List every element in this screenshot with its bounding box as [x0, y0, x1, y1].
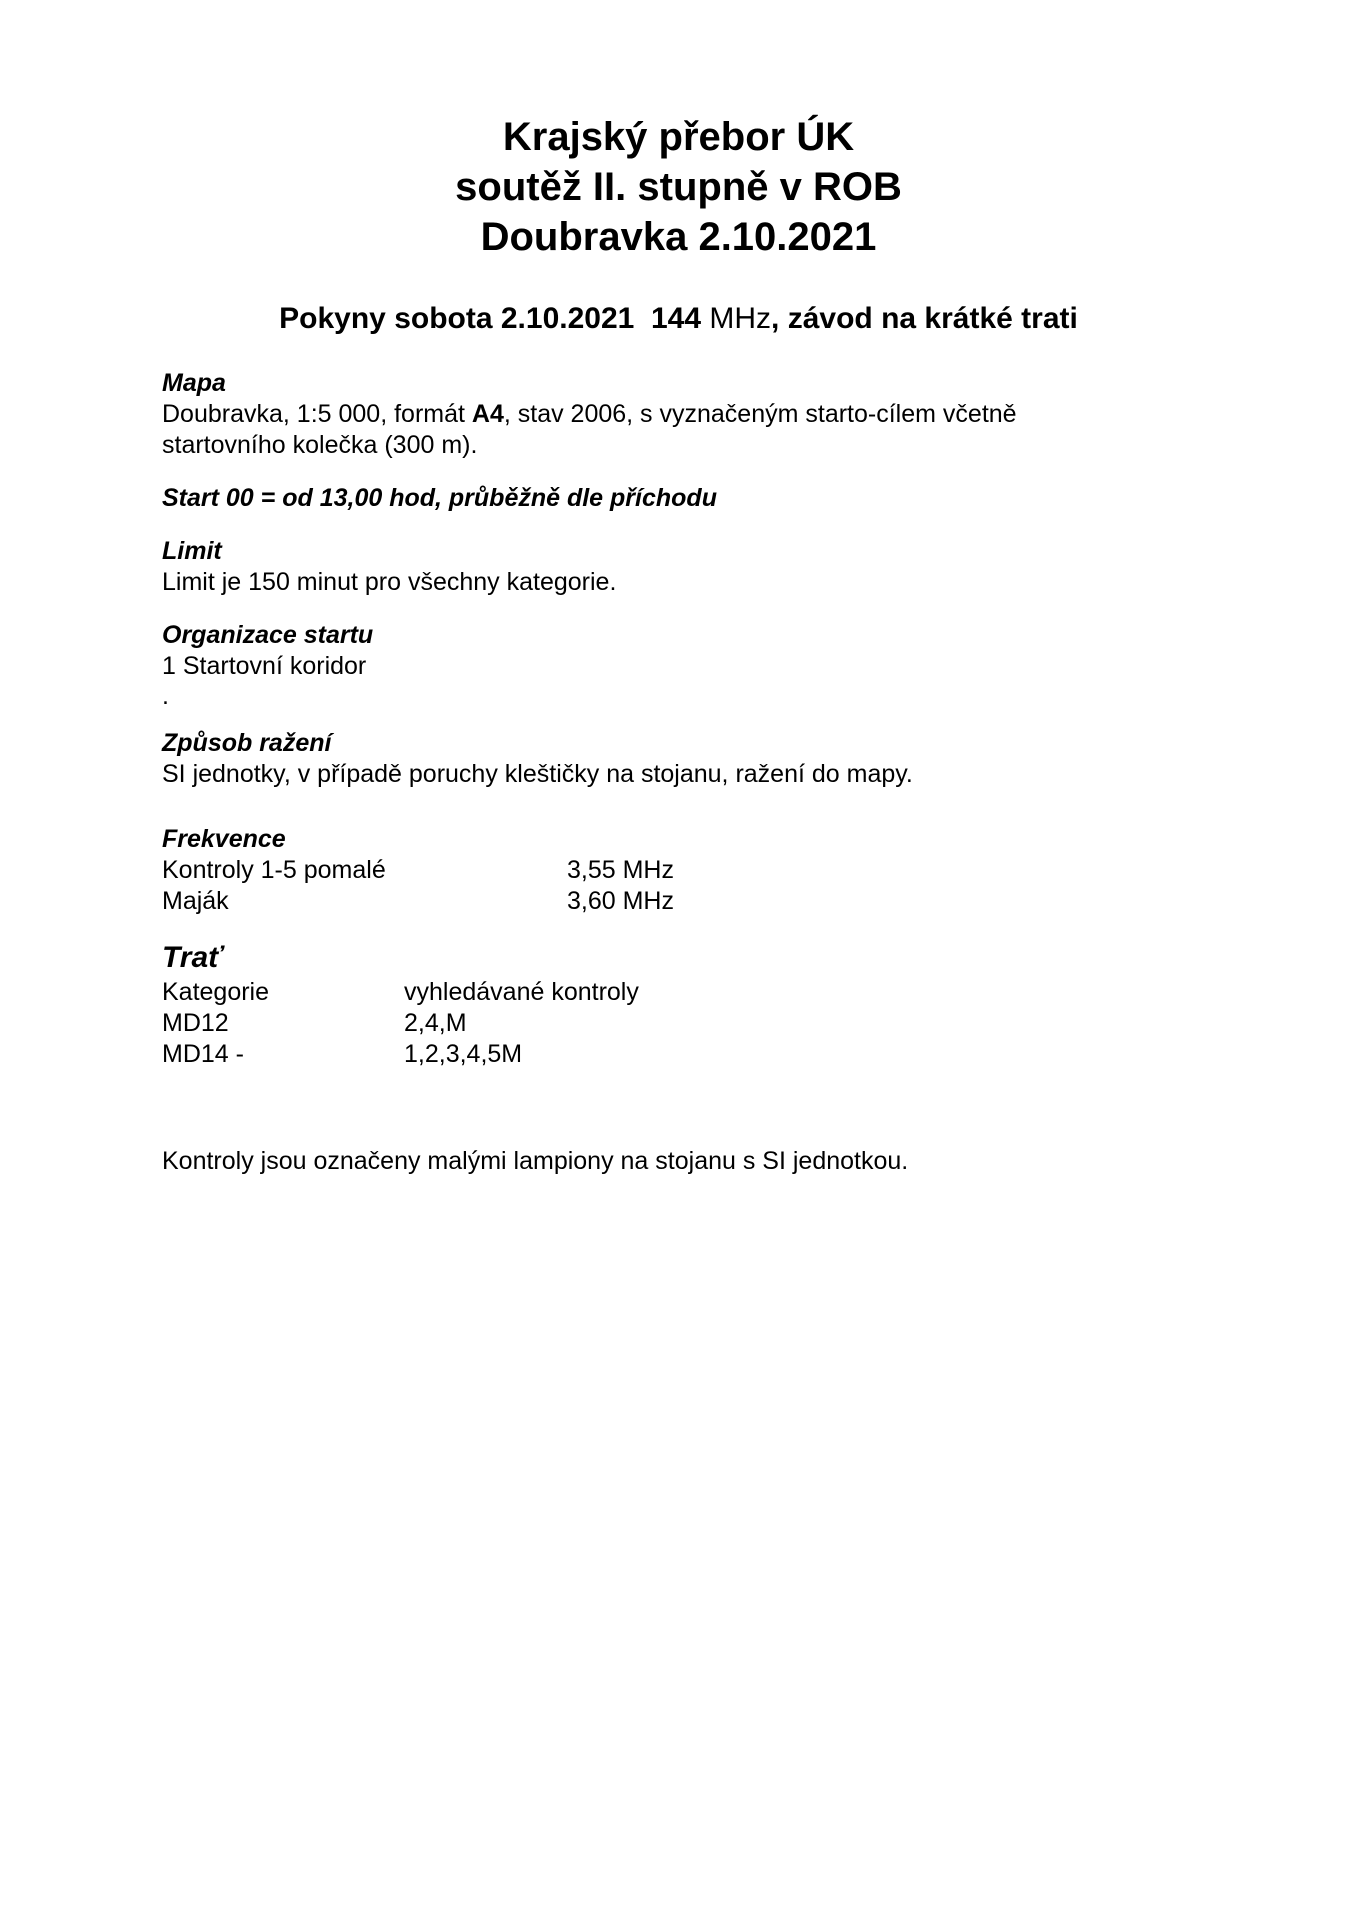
heading-trat: Trať	[162, 941, 223, 974]
section-organizace	[162, 620, 1212, 710]
section-limit	[162, 536, 1212, 598]
mapa-text-line-2: startovního kolečka (300 m).	[162, 431, 478, 459]
section-frekvence	[162, 824, 1212, 917]
mapa-text-before: Doubravka, 1:5 000, formát	[162, 400, 472, 428]
razeni-text: SI jednotky, v případě poruchy kleštičky na stojanu, ražení do mapy.	[162, 760, 913, 788]
mapa-text-line-1	[162, 399, 1212, 430]
heading-razeni: Způsob ražení	[162, 729, 332, 757]
limit-text: Limit je 150 minut pro všechny kategorie.	[162, 568, 617, 596]
title-line-1: Krajský přebor ÚK	[502, 115, 855, 159]
trat-category: MD12	[162, 1009, 229, 1037]
subtitle-part-2: MHz	[709, 302, 772, 335]
frekvence-label: Maják	[162, 887, 229, 915]
heading-mapa: Mapa	[162, 369, 226, 397]
organizace-line-1: 1 Startovní koridor	[162, 652, 367, 680]
heading-frekvence: Frekvence	[162, 825, 286, 853]
section-razeni	[162, 728, 1212, 790]
trat-row	[162, 1008, 1212, 1039]
section-trat	[162, 939, 1212, 1070]
subtitle-part-3: , závod na krátké trati	[771, 302, 1078, 335]
trat-header-row	[162, 977, 1212, 1008]
heading-organizace: Organizace startu	[162, 621, 374, 649]
trat-controls: 2,4,M	[404, 1009, 467, 1037]
heading-start: Start 00 = od 13,00 hod, průběžně dle příchodu	[162, 484, 717, 512]
document-content	[162, 368, 1212, 1177]
frekvence-row	[162, 855, 1212, 886]
title-line-2: soutěž II. stupně v ROB	[455, 165, 902, 209]
footer-note: Kontroly jsou označeny malými lampiony na stojanu s SI jednotkou.	[162, 1147, 909, 1175]
frekvence-value: 3,55 MHz	[567, 856, 674, 884]
trat-header-controls: vyhledávané kontroly	[404, 978, 639, 1006]
title-line-3: Doubravka 2.10.2021	[480, 215, 877, 259]
trat-category: MD14 -	[162, 1040, 244, 1068]
section-mapa	[162, 368, 1212, 461]
trat-row	[162, 1039, 1212, 1070]
frekvence-label: Kontroly 1-5 pomalé	[162, 856, 386, 884]
document-title	[0, 112, 1357, 262]
frekvence-row	[162, 886, 1212, 917]
frekvence-value: 3,60 MHz	[567, 887, 674, 915]
mapa-text-after: , stav 2006, s vyznačeným starto-cílem včetně	[503, 400, 1017, 428]
subtitle-part-1: Pokyny sobota 2.10.2021 144	[279, 302, 710, 335]
heading-limit: Limit	[162, 537, 222, 565]
trat-controls: 1,2,3,4,5M	[404, 1040, 523, 1068]
mapa-format-bold: A4	[471, 400, 504, 428]
organizace-line-2: .	[162, 682, 169, 710]
instructions-subtitle	[0, 300, 1357, 338]
trat-header-category: Kategorie	[162, 978, 270, 1006]
section-start	[162, 483, 1212, 514]
